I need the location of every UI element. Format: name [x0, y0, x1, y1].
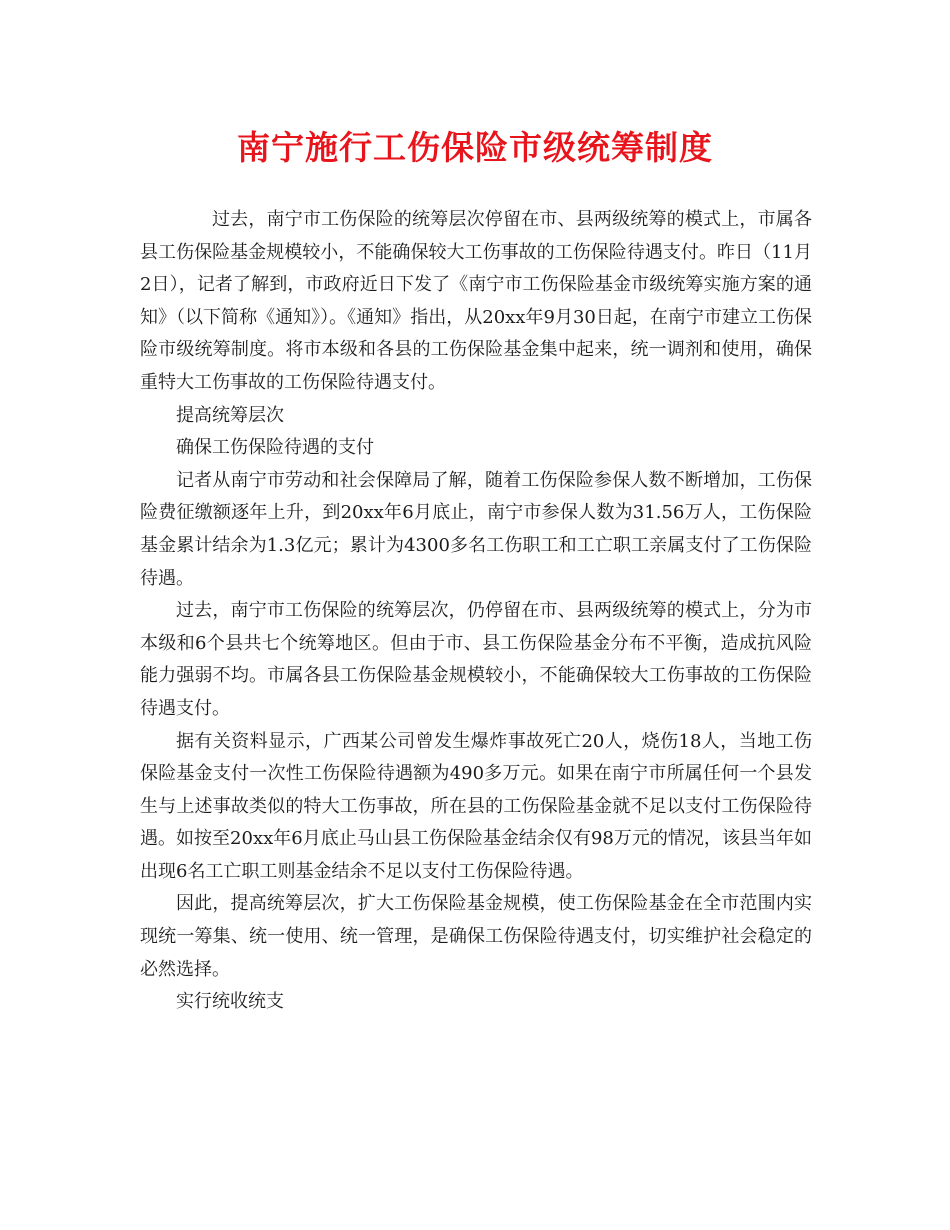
- paragraph-intro: 过去，南宁市工伤保险的统筹层次停留在市、县两级统筹的模式上，市属各县工伤保险基金规模较小，不能确保较大工伤事故的工伤保险待遇支付。昨日（11月2日），记者了解到，市政府近日下发了《南宁市工伤保险基金市级统筹实施方案的通知》（以下简称《通知》）。《通知》指出，从20xx年9月30日起，在南宁市建立工伤保险市级统筹制度。将市本级和各县的工伤保险基金集中起来，统一调剂和使用，确保重特大工伤事故的工伤保险待遇支付。: [140, 209, 812, 393]
- paragraph-accident-example: 据有关资料显示，广西某公司曾发生爆炸事故死亡20人，烧伤18人，当地工伤保险基金支付一次性工伤保险待遇额为490多万元。如果在南宁市所属任何一个县发生与上述事故类似的特大工伤事故，所在县的工伤保险基金就不足以支付工伤保险待遇。如按至20xx年6月底止马山县工伤保险基金结余仅有98万元的情况，该县当年如出现6名工亡职工则基金结余不足以支付工伤保险待遇。: [140, 730, 812, 882]
- section-heading-unified-collection: 实行统收统支: [176, 991, 284, 1013]
- paragraph-conclusion: 因此，提高统筹层次，扩大工伤保险基金规模，使工伤保险基金在全市范围内实现统一筹集、统一使用、统一管理，是确保工伤保险待遇支付，切实维护社会稳定的必然选择。: [140, 893, 812, 980]
- document-body: [140, 204, 812, 1019]
- document-title: 南宁施行工伤保险市级统筹制度: [237, 128, 713, 167]
- paragraph-past-situation: 过去，南宁市工伤保险的统筹层次，仍停留在市、县两级统筹的模式上，分为市本级和6个县共七个统筹地区。但由于市、县工伤保险基金分布不平衡，造成抗风险能力强弱不均。市属各县工伤保险基金规模较小，不能确保较大工伤事故的工伤保险待遇支付。: [140, 600, 812, 719]
- paragraph-statistics: 记者从南宁市劳动和社会保障局了解，随着工伤保险参保人数不断增加，工伤保险费征缴额逐年上升，到20xx年6月底止，南宁市参保人数为31.56万人，工伤保险基金累计结余为1.3亿元；累计为4300多名工伤职工和工亡职工亲属支付了工伤保险待遇。: [140, 469, 812, 589]
- section-subheading-ensure-payment: 确保工伤保险待遇的支付: [176, 437, 374, 459]
- section-heading-raise-level: 提高统筹层次: [176, 404, 284, 426]
